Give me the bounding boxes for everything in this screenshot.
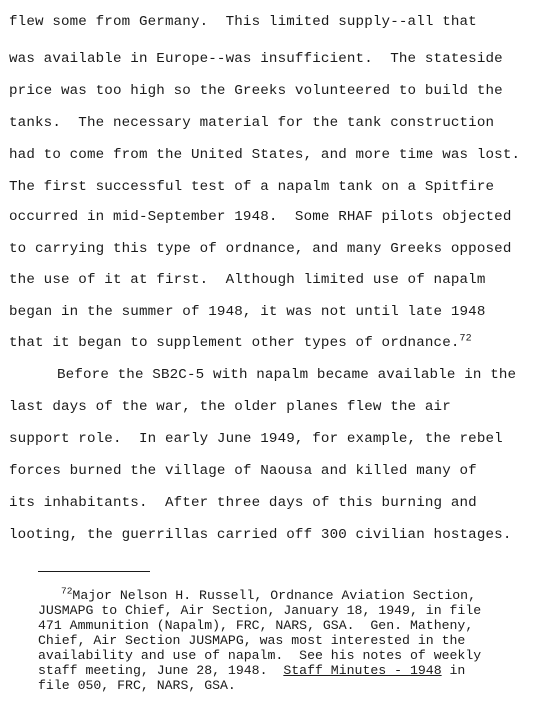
body-line: its inhabitants. After three days of this burning and <box>9 495 477 511</box>
footnote-line: availability and use of napalm. See his notes of weekly <box>38 648 482 663</box>
footnote-line-with-citation <box>38 663 465 678</box>
footnote-text: staff meeting, June 28, 1948. <box>38 663 284 678</box>
body-line-text: that it began to supplement other types of ordnance. <box>9 335 460 351</box>
footnote-first-line <box>61 585 477 603</box>
body-line: had to come from the United States, and more time was lost. <box>9 147 521 163</box>
body-line: support role. In early June 1949, for example, the rebel <box>9 431 503 447</box>
footnote-reference: 72 <box>459 333 472 345</box>
body-line: price was too high so the Greeks volunteered to build the <box>9 83 503 99</box>
body-line: the use of it at first. Although limited use of napalm <box>9 272 486 288</box>
footnote-text: Major Nelson H. Russell, Ordnance Aviation Section, <box>72 588 477 603</box>
body-line-with-footnote-ref <box>9 334 472 352</box>
body-line: tanks. The necessary material for the tank construction <box>9 115 495 131</box>
footnote-line: file 050, FRC, NARS, GSA. <box>38 678 236 693</box>
footnote-number: 72 <box>61 585 73 597</box>
body-line: forces burned the village of Naousa and killed many of <box>9 463 477 479</box>
footnote-line: Chief, Air Section JUSMAPG, was most interested in the <box>38 633 466 648</box>
body-line: flew some from Germany. This limited supply--all that <box>9 14 477 30</box>
body-line: was available in Europe--was insufficient. The stateside <box>9 51 503 67</box>
body-line: began in the summer of 1948, it was not until late 1948 <box>9 304 486 320</box>
body-line: The first successful test of a napalm tank on a Spitfire <box>9 179 495 195</box>
cited-document-title: Staff Minutes - 1948 <box>283 663 442 678</box>
footnote-separator <box>38 571 150 572</box>
paragraph-first-line: Before the SB2C-5 with napalm became available in the <box>57 367 517 383</box>
footnote-line: 471 Ammunition (Napalm), FRC, NARS, GSA. Gen. Matheny, <box>38 618 474 633</box>
body-line: looting, the guerrillas carried off 300 civilian hostages. <box>9 527 512 543</box>
footnote-text: in <box>441 663 466 678</box>
footnote-line: JUSMAPG to Chief, Air Section, January 18, 1949, in file <box>38 603 482 618</box>
body-line: to carrying this type of ordnance, and many Greeks opposed <box>9 241 512 257</box>
body-line: last days of the war, the older planes flew the air <box>9 399 451 415</box>
body-line: occurred in mid-September 1948. Some RHAF pilots objected <box>9 209 512 225</box>
